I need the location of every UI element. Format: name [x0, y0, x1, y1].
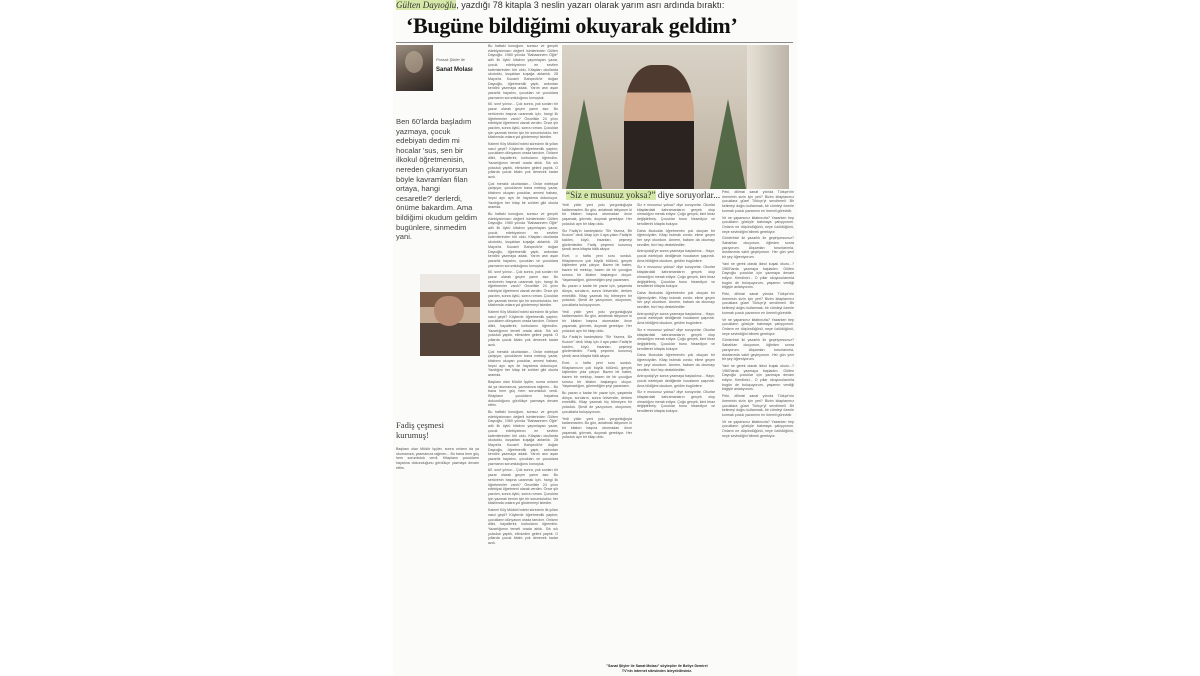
paragraph: Kalemi Köy Müdürü'ndeki sürecinin ilk yılları nasıl geçti? Köylerde öğretmenlik yaptım; çocukların dünyasını orada tanıdım. Onların dilini, hayallerini, korkularını öğrendim. Yazarlığımın temeli orada atıldı. Sık sık yolculuk yaptık, elimizden geleni yaptık. O yıllarda çocuk kitabı yok denecek kadar azdı.	[488, 142, 558, 179]
photo-plant	[710, 99, 746, 189]
author-caption: Pomak Şiirler ile	[436, 57, 465, 62]
author-name: Sanat Molası	[436, 67, 473, 73]
portrait-photo-large	[562, 45, 789, 189]
portrait-photo-small	[420, 274, 480, 356]
pullquote-1: Ben 60'larda başladım yazmaya, çocuk edebiyatı dedim mi hocalar 'sus, sen bir ilkokul öğretmenisin, nereden çıkarıyorsun böyle kavramları filan ortaya, hangi cesaretle?' derlerdi, önüme bakardım. Ama bildiğimi okudum geldim bugünlere, sinmedim yani.	[396, 117, 478, 242]
paragraph: Siz e musunuz yoksa? diye soruyorlar. Okurlar kitaplardaki kahramanların gerçek olup olmadığını merak ediyor. Çoğu gerçek, kimi biraz değiştirilmiş. Çocuklar bunu hissediyor ve kendilerini kitapta buluyor.	[637, 390, 715, 414]
paragraph: Evet, o hafta yeni soru sorduk. Kitaplarınızın çok büyük bölümü, gerçek kişilerden yola çıkıyor. Bazen bir haber, bazen bir mektup, bazen de bir çocuğun sorusu bir kitabın başlangıcı oluyor. Yaşamadığım, görmediğim şeyi yazamam.	[562, 254, 632, 282]
paragraph: Ve ne yaparsınız kitabınızla? Yazarken hep çocukların gözüyle bakmaya çalışıyorum. Onların ne düşündüğünü, neye üzüldüğünü, neye sevindiğini bilmek gerekiyor.	[722, 215, 794, 234]
paragraph: Çok meraklı okurlardan... Onlar edebiyat çalışıyor, çocuklarım bana mektup yazar, kitabımı okuyan çocuklar, annesi babası, hepsi ayrı ayrı ile hayatıma dokunuyor. Yazdığım her kitap bir sohbet gibi okurla aramda.	[488, 349, 558, 378]
paragraph: Siz e musunuz yoksa? diye soruyorlar. Okurlar kitaplardaki kahramanların gerçek olup olmadığını merak ediyor. Çoğu gerçek, kimi biraz değiştirilmiş. Çocuklar bunu hissediyor ve kendilerini kitapta buluyor.	[637, 203, 715, 226]
paragraph: Çok meraklı okurlardan... Onlar edebiyat çalışıyor, çocuklarım bana mektup yazar, kitabımı okuyan çocuklar, annesi babası, hepsi ayrı ayrı ile hayatıma dokunuyor. Yazdığım her kitap bir sohbet gibi okurla aramda.	[488, 181, 558, 210]
paragraph: Daha ilkokulda öğretmenim çok okuyan bir öğrenciydim. Kitap bulmak zordu; elime geçen her şeyi okurdum. Annem, babam da okumayı sevdiler, bizi hep desteklediler.	[637, 353, 715, 372]
paragraph: Evet, o hafta yeni soru sorduk. Kitaplarınızın çok büyük bölümü, gerçek kişilerden yola çıkıyor. Bazen bir haber, bazen bir mektup, bazen de bir çocuğun sorusu bir kitabın başlangıcı oluyor. Yaşamadığım, görmediğim şeyi yazamam.	[562, 360, 632, 389]
paragraph: Ve ne yaparsınız kitabınızla? Yazarken hep çocukların gözüyle bakmaya çalışıyorum. Onların ne düşündüğünü, neye üzüldüğünü, neye sevindiğini bilmek gerekiyor.	[722, 419, 794, 438]
boxed-quote: "Sanat Şiiyler ile Sanat Molası" söyleşiler ile Beliye Demirel TV'nin internet sitesinden izleyebilirsiniz.	[606, 664, 708, 673]
column-1-lower	[396, 447, 479, 672]
paragraph: Kalemi Köy Müdürü'ndeki sürecinin ilk yılları nasıl geçti? Köylerde öğretmenlik yaptım; çocukların dünyasını orada tanıdım. Onların dilini, hayallerini, korkularını öğrendim. Yazarlığımın temeli orada atıldı. Sık sık yolculuk yaptık, elimizden geleni yaptık. O yıllarda çocuk kitabı yok denecek kadar azdı.	[488, 309, 558, 347]
paragraph: Peki, dilimizi sanat yılında Türkçe'nin öneminin sizin için yeri? Bizim kitaplarımız çocuklara güzel Türkçe'yi sevdirmeli. Bir kelimeyi doğru kullanmak, bir cümleyi özenle kurmak çocuk yazarının en önemli görevidir.	[722, 190, 794, 213]
paragraph: Peki, dilimizi sanat yılında Türkçe'nin öneminin sizin için yeri? Bizim kitaplarımız çocuklara güzel Türkçe'yi sevdirmeli. Bir kelimeyi doğru kullanmak, bir cümleyi özenle kurmak çocuk yazarının en önemli görevidir.	[722, 292, 794, 315]
photo-curtain	[747, 45, 789, 189]
paragraph: Bu haftaki konuğum, sonsuz ve gerçek edebiyatımızın değerli isimlerinden Gülten Dayıoğlu. 1960 yılında "Babaannem Öğle" adlı ilk öykü kitabını yayımlayan yazar, çocuk edebiyatının en sevilen kalemlerinden biri oldu. Kitapları okullarda okutuldu, kuşaktan kuşağa aktarıldı. 28 Mayıs'ta Kocaeli Bahçecik'te doğan Dayıoğlu, öğretmenlik yaptı, ardından kendini yazmaya adadı. Yarım asrı aşan yazarlık hayatını, çocukları ve çocuklara yazmanın sorumluluğunu konuştuk.	[488, 211, 558, 268]
article-kicker	[396, 0, 724, 11]
kicker-name-highlight: Gülten Dayıoğlu	[396, 0, 457, 10]
author-box	[396, 45, 478, 100]
paragraph: Peki, dilimizi sanat yılında Türkçe'nin öneminin sizin için yeri? Bizim kitaplarımız çocuklara güzel Türkçe'yi sevdirmeli. Bir kelimeyi doğru kullanmak, bir cümleyi özenle kurmak çocuk yazarının en önemli görevidir.	[722, 394, 794, 417]
column-1	[488, 44, 558, 669]
pullquote-2: Fadiş çeşmesi kurumuş!	[396, 420, 444, 440]
photo-caption-highlight: “Siz e musunuz yoksa?”	[566, 190, 656, 200]
paragraph: Günlerinizi iki yazarlık ile geçiriyorsunuz? Sabahları okuyorum, öğleden sonra yazıyorum. Akşamları torunlarımla, dostlarımla vakit geçiriyorum. Her gün yeni bir şey öğreniyorum.	[722, 338, 794, 362]
kicker-text: , yazdığı 78 kitapla 3 neslin yazarı olarak yarım asrı ardında bıraktı:	[456, 0, 725, 10]
photo-caption	[566, 190, 720, 200]
paragraph: Yani ne gerek olarak ikinci kuşak okuru...? 1960'larda yazmaya başladım. Gülten Dayıoğlu çocuklar için yazmaya devam ediyor. Kendinizi... O yıllar okuyucularımla bugün de buluşuyorum, yaşamın verdiği bilgiyle anlatıyorum.	[722, 261, 794, 290]
paragraph: Antropoloji'ye sonra yazmaya başladınız... Hayır, çocuk edebiyatı dediğimde hocalarım şaşırırdı. Ama bildiğimi okudum, geldim bugünlere.	[637, 249, 715, 263]
paragraph: Siz e musunuz yoksa? diye soruyorlar. Okurlar kitaplardaki kahramanların gerçek olup olmadığını merak ediyor. Çoğu gerçek, kimi biraz değiştirilmiş. Çocuklar bunu hissediyor ve kendilerini kitapta buluyor.	[637, 265, 715, 289]
paragraph: Yani ne gerek olarak ikinci kuşak okuru...? 1960'larda yazmaya başladım. Gülten Dayıoğlu çocuklar için yazmaya devam ediyor. Kendinizi... O yıllar okuyucularımla bugün de buluşuyorum, yaşamın verdiği bilgiyle anlatıyorum.	[722, 363, 794, 392]
paragraph: Bu haftaki konuğum, sonsuz ve gerçek edebiyatımızın değerli isimlerinden Gülten Dayıoğlu. 1960 yılında "Babaannem Öğle" adlı ilk öykü kitabını yayımlayan yazar, çocuk edebiyatının en sevilen kalemlerinden biri oldu. Kitapları okullarda okutuldu, kuşaktan kuşağa aktarıldı. 28 Mayıs'ta Kocaeli Bahçecik'te doğan Dayıoğlu, öğretmenlik yaptı, ardından kendini yazmaya adadı. Yarım asrı aşan yazarlık hayatını, çocukları ve çocuklara yazmanın sorumluluğunu konuştuk.	[488, 44, 558, 100]
paragraph: Bu yazan o kadar bir yazar için, yaşamda dünya, soruların, sonra üniversite, derken emeklilik. Kitap yazmak hiç bitmeyen bir yolculuk. Şimdi de yazıyorum, okuyorum, çocuklarla buluşuyorum.	[562, 284, 632, 308]
paragraph: Antropoloji'ye sonra yazmaya başladınız... Hayır, çocuk edebiyatı dediğimde hocalarım şaşırırdı. Ama bildiğimi okudum, geldim bugünlere.	[637, 374, 715, 388]
photo-person	[624, 65, 694, 189]
paragraph: Yedi yıldır yeni yolu yorgunluğuyla katlanmadım. Bu gün, anlatmak istiyorum ki bir kitabın başına oturmadan önce yaşamak, görmek, duymak gerekiyor. Her yolculuk ayrı bir kitap oldu.	[562, 416, 632, 440]
paragraph: Antropoloji'ye sonra yazmaya başladınız... Hayır, çocuk edebiyatı dediğimde hocalarım şaşırırdı. Ama bildiğimi okudum, geldim bugünlere.	[637, 311, 715, 326]
paragraph: 60. sınıf yılınız... Çok sonra, yok sonları bir yazar olarak geçen yarım asır. Bu serüvenin başına uzanmak için, hangi ilk öğretmenler vardı? Öncelikle 24 yılını edebiyat öğretmeni olarak verdim. Önce şiir yazdım, sonra öykü, sonra roman. Çocuklar için yazmak benim için bir sorumluluktu; her kitabımda onlara yol göstermeyi istedim.	[488, 468, 558, 506]
article-headline: ‘Bugüne bildiğimi okuyarak geldim’	[406, 13, 738, 38]
column-3	[637, 203, 715, 659]
paragraph: 60. sınıf yılınız... Çok sonra, yok sonları bir yazar olarak geçen yarım asır. Bu serüvenin başına uzanmak için, hangi ilk öğretmenler vardı? Öncelikle 24 yılını edebiyat öğretmeni olarak verdim. Önce şiir yazdım, sonra öykü, sonra roman. Çocuklar için yazmak benim için bir sorumluluktu; her kitabımda onlara yol göstermeyi istedim.	[488, 270, 558, 308]
paragraph: Bu haftaki konuğum, sonsuz ve gerçek edebiyatımızın değerli isimlerinden Gülten Dayıoğlu. 1960 yılında "Babaannem Öğle" adlı ilk öykü kitabını yayımlayan yazar, çocuk edebiyatının en sevilen kalemlerinden biri oldu. Kitapları okullarda okutuldu, kuşaktan kuşağa aktarıldı. 28 Mayıs'ta Kocaeli Bahçecik'te doğan Dayıoğlu, öğretmenlik yaptı, ardından kendini yazmaya adadı. Yarım asrı aşan yazarlık hayatını, çocukları ve çocuklara yazmanın sorumluluğunu konuştuk.	[488, 410, 558, 466]
paragraph: Siz Fadiş'in kardeşisiniz "Bir Yazma, Bir Kuzum" dedi, kitap için 4 aya yakın Fadiş'te kaldım, köyü, insanları, çeşmeyi gözlemledim. Fadiş çeşmesi kurumuş şimdi; ama kitapta hâlâ akıyor.	[562, 335, 632, 359]
column-4	[722, 190, 794, 672]
paragraph: Ve ne yaparsınız kitabınızla? Yazarken hep çocukların gözüyle bakmaya çalışıyorum. Onların ne düşündüğünü, neye üzüldüğünü, neye sevindiğini bilmek gerekiyor.	[722, 317, 794, 336]
paragraph: Günlerinizi iki yazarlık ile geçiriyorsunuz? Sabahları okuyorum, öğleden sonra yazıyorum. Akşamları torunlarımla, dostlarımla vakit geçiriyorum. Her gün yeni bir şey öğreniyorum.	[722, 236, 794, 260]
column-text: Başkanı olan Müdür İşçiler, sonra onların da ya okumanıza, yazmanıza rağmen... Bu bana hem güç hem sorumluluk verdi. Kitapların çocukların hayatına dokunduğunu gördükçe yazmaya devam ettim.	[396, 447, 479, 470]
author-photo	[396, 45, 433, 91]
paragraph: Kalemi Köy Müdürü'ndeki sürecinin ilk yılları nasıl geçti? Köylerde öğretmenlik yaptım; çocukların dünyasını orada tanıdım. Onların dilini, hayallerini, korkularını öğrendim. Yazarlığımın temeli orada atıldı. Sık sık yolculuk yaptık, elimizden geleni yaptık. O yıllarda çocuk kitabı yok denecek kadar azdı.	[488, 508, 558, 546]
paragraph: Siz e musunuz yoksa? diye soruyorlar. Okurlar kitaplardaki kahramanların gerçek olup olmadığını merak ediyor. Çoğu gerçek, kimi biraz değiştirilmiş. Çocuklar bunu hissediyor ve kendilerini kitapta buluyor.	[637, 327, 715, 351]
paragraph: Bu yazan o kadar bir yazar için, yaşamda dünya, soruların, sonra üniversite, derken emeklilik. Kitap yazmak hiç bitmeyen bir yolculuk. Şimdi de yazıyorum, okuyorum, çocuklarla buluşuyorum.	[562, 391, 632, 414]
paragraph: Daha ilkokulda öğretmenim çok okuyan bir öğrenciydim. Kitap bulmak zordu; elime geçen her şeyi okurdum. Annem, babam da okumayı sevdiler, bizi hep desteklediler.	[637, 290, 715, 310]
column-2	[562, 203, 632, 659]
paragraph: Daha ilkokulda öğretmenim çok okuyan bir öğrenciydim. Kitap bulmak zordu; elime geçen her şeyi okurdum. Annem, babam da okumayı sevdiler, bizi hep desteklediler.	[637, 228, 715, 247]
paragraph: Siz Fadiş'in kardeşisiniz "Bir Yazma, Bir Kuzum" dedi, kitap için 4 aya yakın Fadiş'te kaldım, köyü, insanları, çeşmeyi gözlemledim. Fadiş çeşmesi kurumuş şimdi; ama kitapta hâlâ akıyor.	[562, 228, 632, 252]
photo-caption-text: diye soruyorlar...	[655, 190, 721, 200]
paragraph: 60. sınıf yılınız... Çok sonra, yok sonları bir yazar olarak geçen yarım asır. Bu serüvenin başına uzanmak için, hangi ilk öğretmenler vardı? Öncelikle 24 yılını edebiyat öğretmeni olarak verdim. Önce şiir yazdım, sonra öykü, sonra roman. Çocuklar için yazmak benim için bir sorumluluktu; her kitabımda onlara yol göstermeyi istedim.	[488, 102, 558, 140]
paragraph: Yedi yıldır yeni yolu yorgunluğuyla katlanmadım. Bu gün, anlatmak istiyorum ki bir kitabın başına oturmadan önce yaşamak, görmek, duymak gerekiyor. Her yolculuk ayrı bir kitap oldu.	[562, 309, 632, 333]
photo-plant	[566, 99, 602, 189]
paragraph: Başkanı olan Müdür İşçiler, sonra onların da ya okumanıza, yazmanıza rağmen... Bu bana hem güç hem sorumluluk verdi. Kitapların çocukların hayatına dokunduğunu gördükçe yazmaya devam ettim.	[488, 379, 558, 408]
paragraph: Yedi yıldır yeni yolu yorgunluğuyla katlanmadım. Bu gün, anlatmak istiyorum ki bir kitabın başına oturmadan önce yaşamak, görmek, duymak gerekiyor. Her yolculuk ayrı bir kitap oldu.	[562, 203, 632, 226]
headline-rule	[396, 42, 793, 43]
